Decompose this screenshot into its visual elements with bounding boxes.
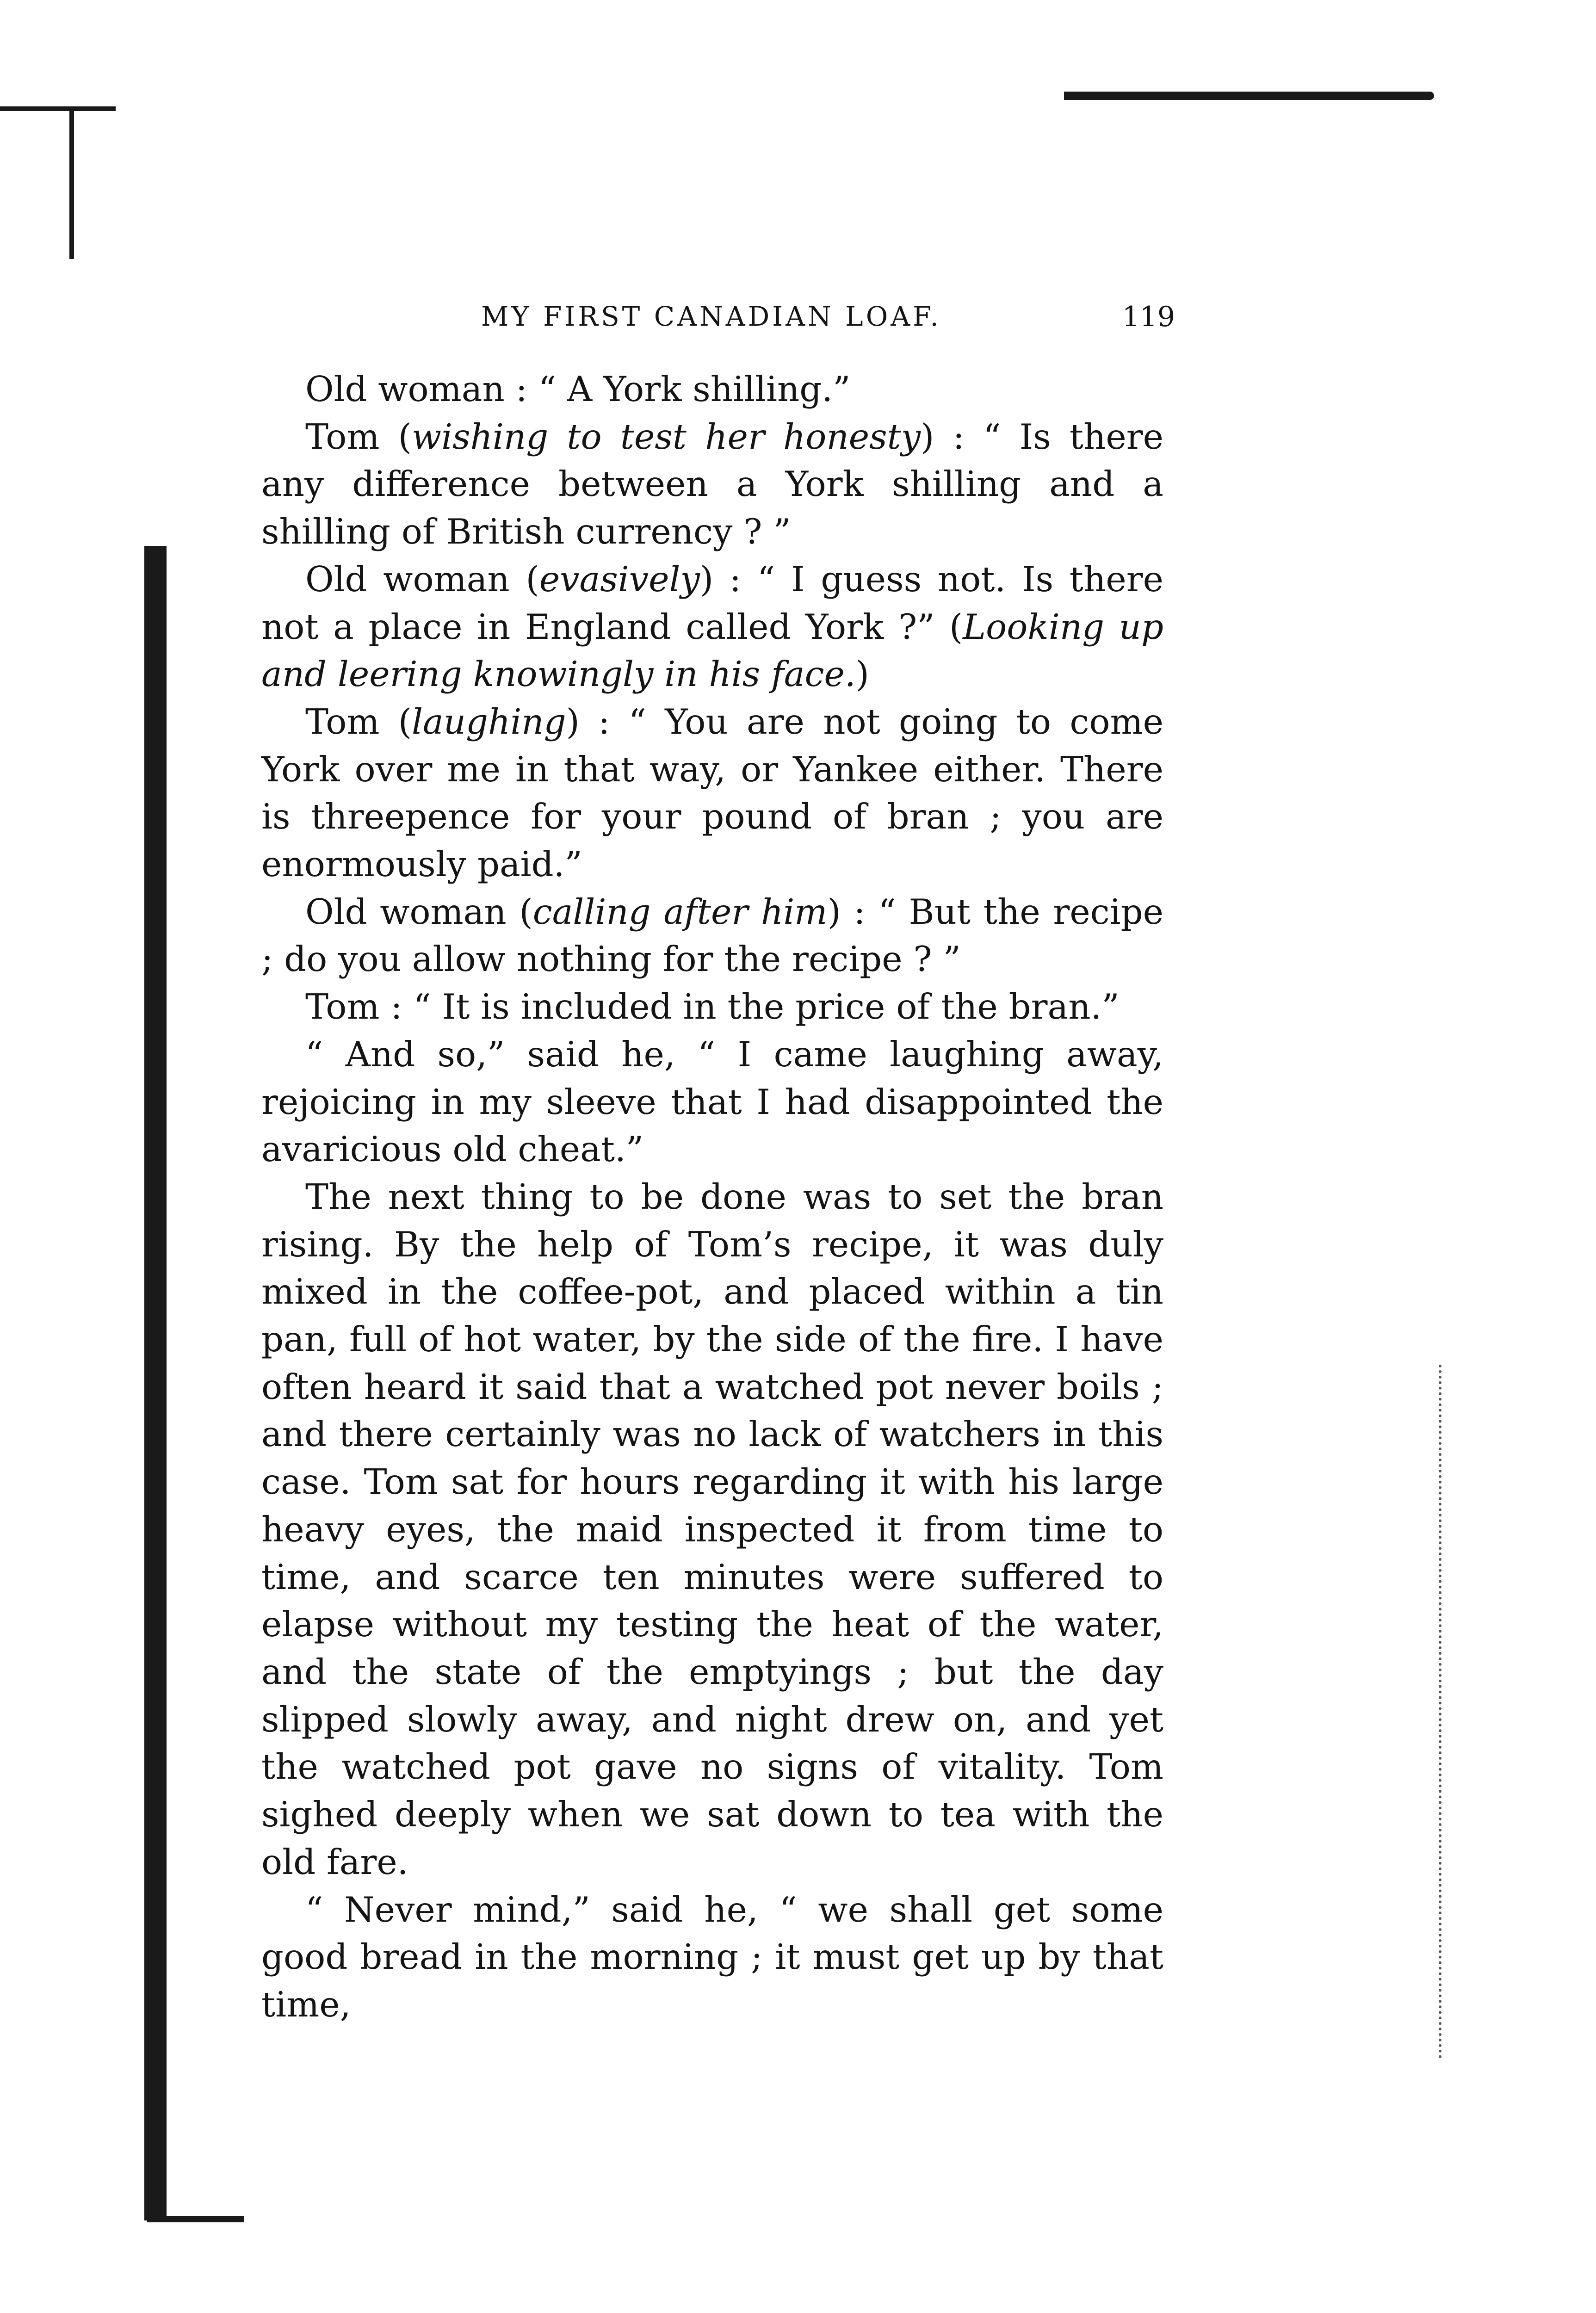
- running-title: MY FIRST CANADIAN LOAF.: [481, 301, 941, 332]
- paragraph: [261, 698, 1163, 888]
- text-run: ) : “ Is there any difference between a York shilling and a shilling of British currency ? ”: [261, 416, 1163, 552]
- text-run: ) : “ But the recipe ; do you allow nothing for the recipe ? ”: [261, 891, 1163, 980]
- italic-run: evasively: [539, 558, 700, 600]
- text-run: Tom : “ It is included in the price of the bran.”: [305, 986, 1120, 1027]
- page-number: 119: [1122, 301, 1175, 333]
- scan-streak-top: [1064, 92, 1434, 100]
- italic-run: calling after him: [532, 891, 828, 932]
- text-run: “ And so,” said he, “ I came laughing away, rejoicing in my sleeve that I had disappointed the avaricious old cheat.”: [261, 1033, 1163, 1170]
- text-run: Old woman : “ A York shilling.”: [305, 369, 851, 409]
- text-run: “ Never mind,” said he, “ we shall get some good bread in the morning ; it must get up by that time,: [261, 1889, 1163, 2025]
- paragraph: [261, 556, 1163, 698]
- paragraph: [261, 413, 1163, 556]
- italic-run: wishing to test her honesty: [411, 416, 921, 457]
- text-run: Old woman (: [305, 891, 533, 932]
- paragraph: [261, 1886, 1163, 2029]
- paragraph: [261, 1173, 1163, 1886]
- text-run: ) : “ I guess not. Is there not a place in England called York ?” (: [261, 558, 1163, 647]
- scan-specks-right: [1439, 1365, 1448, 2059]
- text-run: Old woman (: [305, 558, 539, 600]
- italic-run: laughing: [412, 701, 566, 742]
- paragraph: [261, 888, 1163, 983]
- text-run: ): [855, 654, 869, 695]
- scan-border-left: [144, 546, 167, 2220]
- paragraph: [261, 1031, 1163, 1173]
- text-run: Tom (: [305, 416, 412, 457]
- scan-border-top: [0, 106, 116, 111]
- body-text: [261, 365, 1163, 2029]
- paragraph: [261, 983, 1163, 1031]
- text-run: ) : “ You are not going to come York over me in that way, or Yankee either. There is threepence for your pound of bran ; you are enormously paid.”: [261, 701, 1163, 885]
- italic-run: Looking up and leering knowingly in his face.: [261, 606, 1163, 695]
- text-run: The next thing to be done was to set the bran rising. By the help of Tom’s recipe, it was duly mixed in the coffee-pot, and placed within a tin pan, full of hot water, by the side of the fire. I have often heard it said that a watched pot never boils ; and there certainly was no lack of watchers in this case. Tom sat for hours regarding it with his large heavy eyes, the maid inspected it from time to time, and scarce ten minutes were suffered to elapse without my testing the heat of the water, and the state of the emptyings ; but the day slipped slowly away, and night drew on, and yet the watched pot gave no signs of vitality. Tom sighed deeply when we sat down to tea with the old fare.: [261, 1176, 1163, 1882]
- scan-border-upper: [69, 111, 74, 259]
- paragraph: [261, 365, 1163, 413]
- text-run: Tom (: [305, 701, 412, 742]
- page-header: [481, 301, 1175, 342]
- scan-border-bottom: [147, 2216, 244, 2222]
